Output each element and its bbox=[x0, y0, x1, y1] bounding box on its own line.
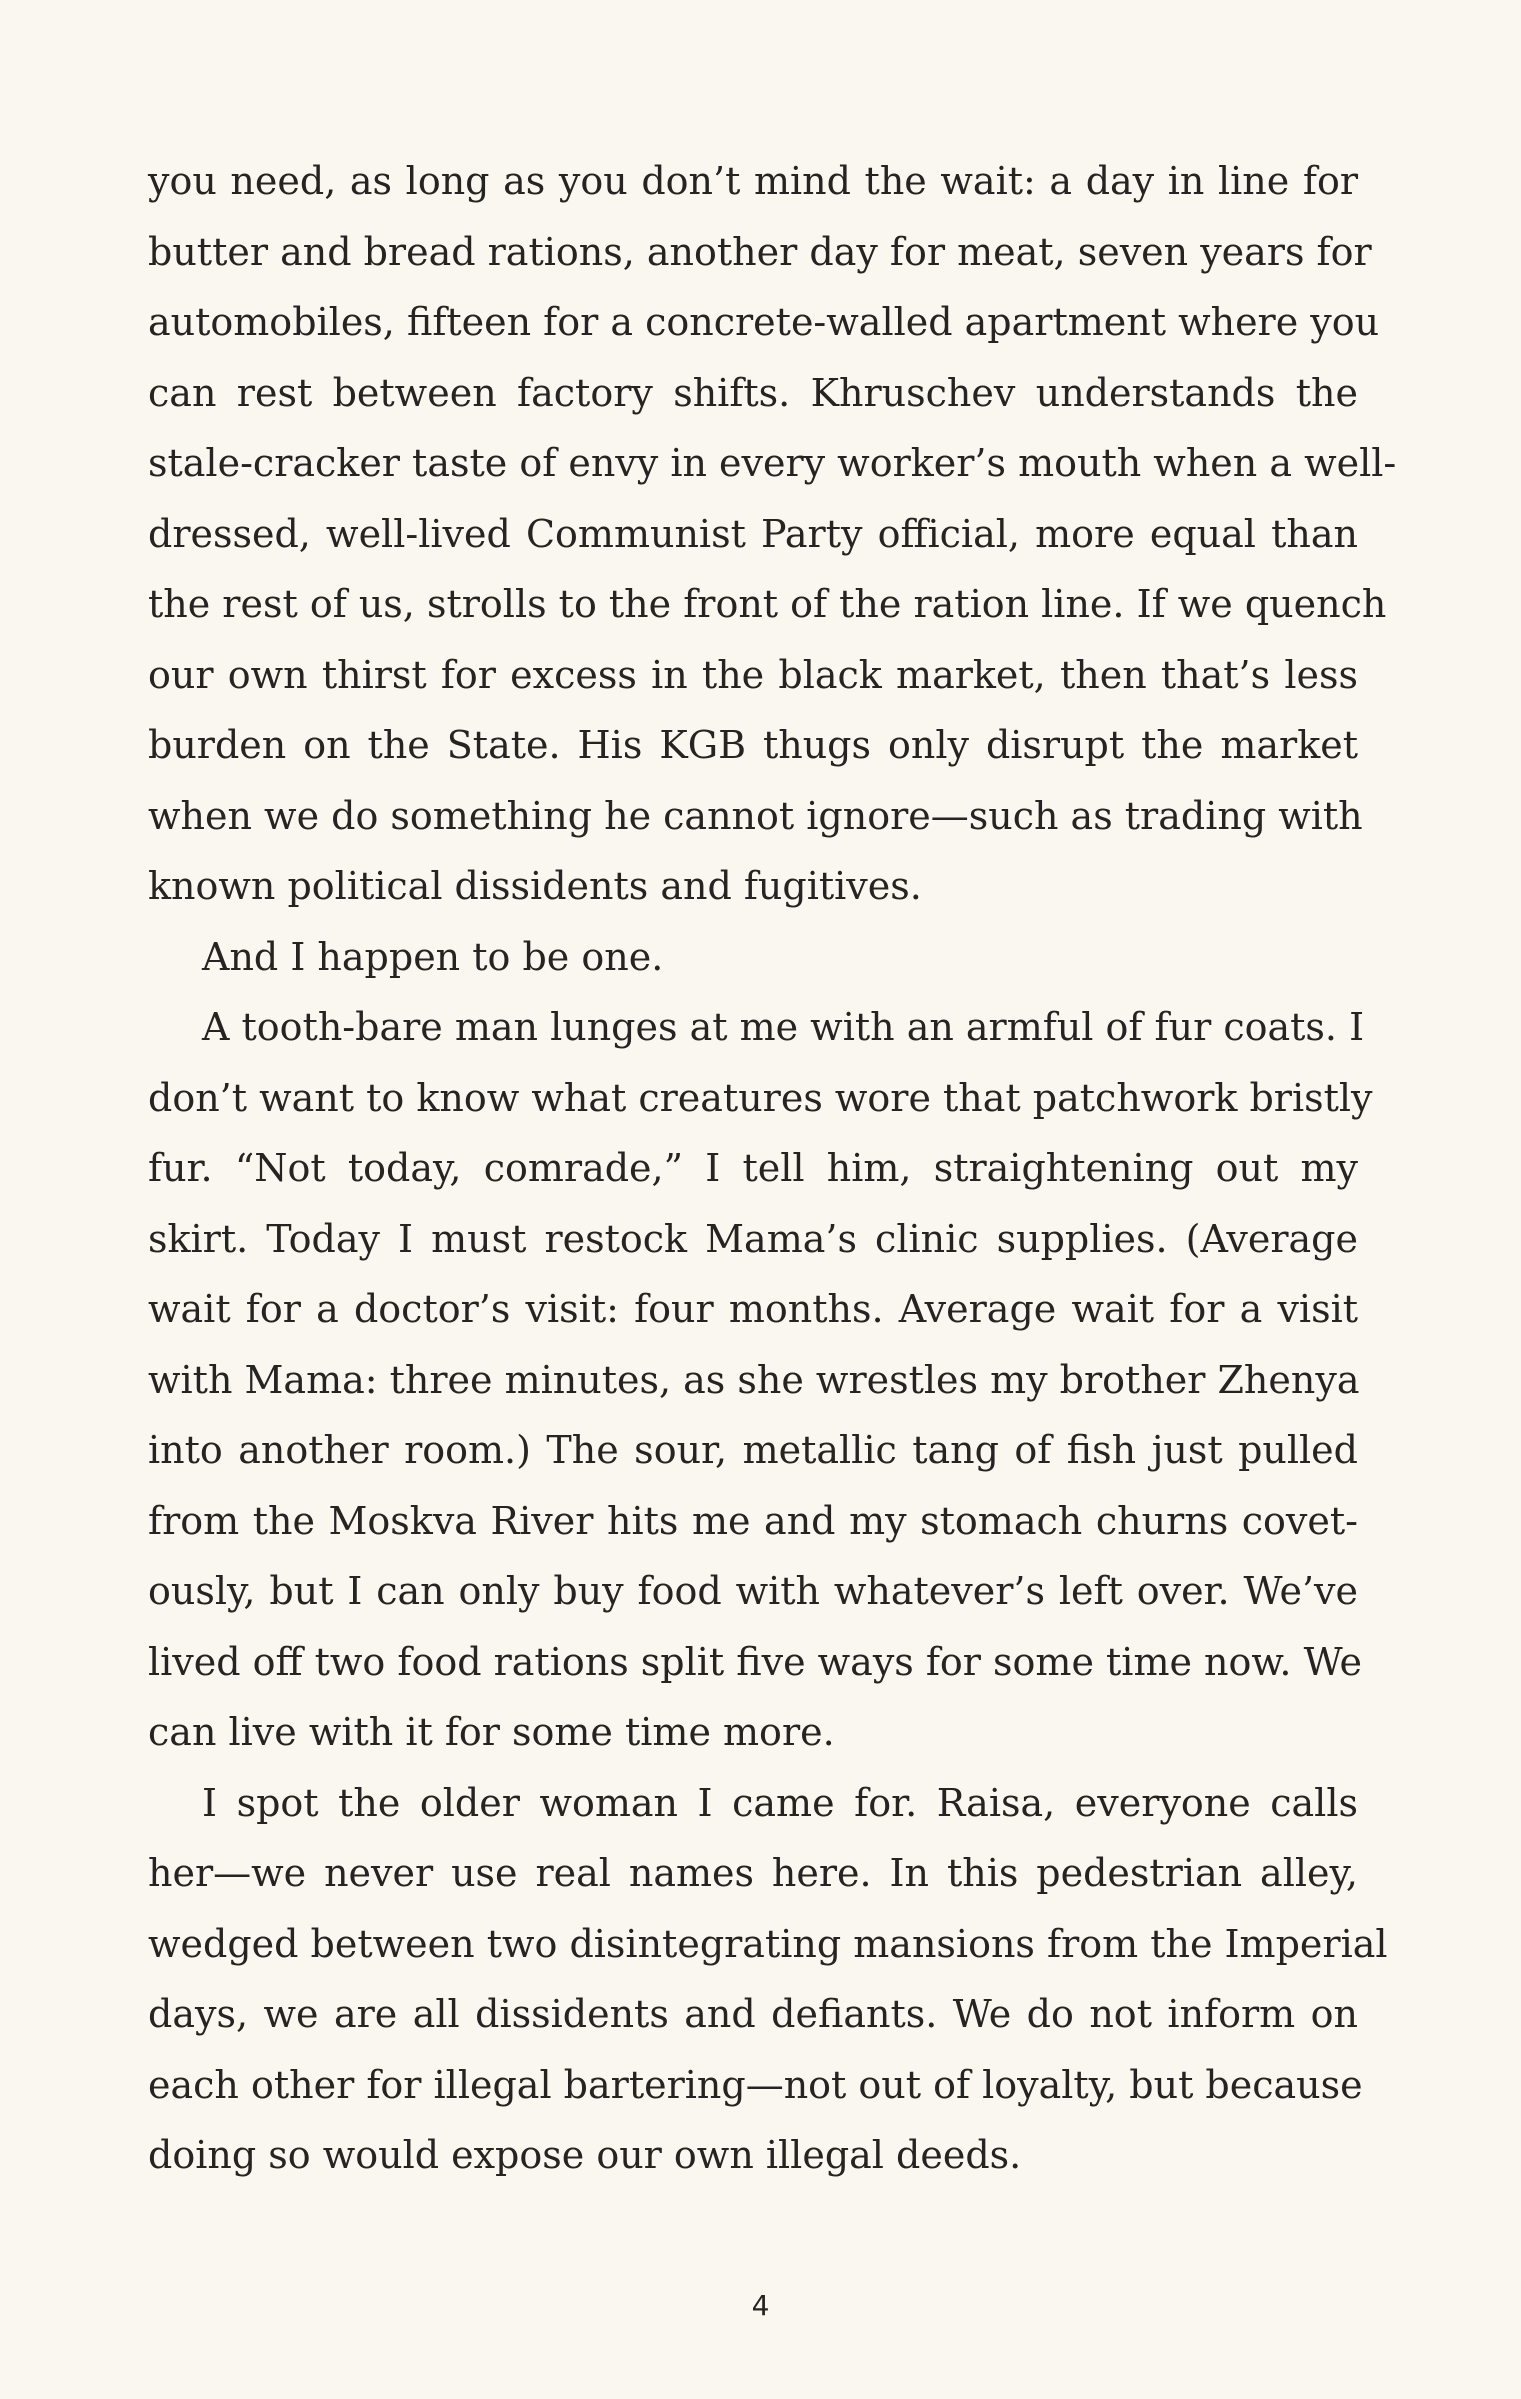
text-line: don’t want to know what creatures wore that patchwork bristly bbox=[148, 1075, 1373, 1120]
text-line: with Mama: three minutes, as she wrestles my brother Zhenya bbox=[148, 1357, 1360, 1402]
text-line: known political dissidents and fugitives. bbox=[148, 864, 922, 908]
text-line: wedged between two disintegrating mansions from the Imperial bbox=[148, 1921, 1388, 1966]
text-line: when we do something he cannot ignore—such as trading with bbox=[148, 793, 1363, 838]
text-line: ously, but I can only buy food with whatever’s left over. We’ve bbox=[148, 1569, 1358, 1613]
paragraph-4 bbox=[148, 1768, 1388, 2191]
text-line: the rest of us, strolls to the front of the ration line. If we quench bbox=[148, 582, 1387, 626]
text-line: days, we are all dissidents and defiants. We do not inform on bbox=[148, 1992, 1358, 2036]
text-line: A tooth-bare man lunges at me with an armful of fur coats. I bbox=[202, 1005, 1365, 1049]
text-line: from the Moskva River hits me and my stomach churns covet- bbox=[148, 1498, 1358, 1543]
text-line: automobiles, fifteen for a concrete-walled apartment where you bbox=[148, 300, 1380, 344]
text-line: you need, as long as you don’t mind the wait: a day in line for bbox=[148, 159, 1358, 203]
text-line: into another room.) The sour, metallic tang of fish just pulled bbox=[148, 1428, 1358, 1472]
body-text bbox=[148, 146, 1397, 2191]
text-line: skirt. Today I must restock Mama’s clinic supplies. (Average bbox=[148, 1216, 1358, 1261]
text-line: lived off two food rations split five ways for some time now. We bbox=[148, 1639, 1363, 1684]
page-number: 4 bbox=[751, 2289, 770, 2322]
text-line: And I happen to be one. bbox=[202, 934, 664, 979]
text-line: butter and bread rations, another day for meat, seven years for bbox=[148, 229, 1372, 274]
text-line: fur. “Not today, comrade,” I tell him, straightening out my bbox=[148, 1146, 1358, 1190]
text-line: her—we never use real names here. In this pedestrian alley, bbox=[148, 1851, 1358, 1895]
text-line: stale-cracker taste of envy in every worker’s mouth when a well- bbox=[148, 441, 1397, 485]
paragraph-1 bbox=[148, 146, 1397, 922]
text-line: can live with it for some time more. bbox=[148, 1710, 835, 1754]
text-line: our own thirst for excess in the black market, then that’s less bbox=[148, 652, 1358, 697]
text-line: can rest between factory shifts. Khruschev understands the bbox=[148, 370, 1358, 415]
text-line: each other for illegal bartering—not out of loyalty, but because bbox=[148, 2062, 1363, 2107]
text-line: wait for a doctor’s visit: four months. Average wait for a visit bbox=[148, 1287, 1358, 1331]
paragraph-2 bbox=[148, 922, 1358, 993]
paragraph-3 bbox=[148, 992, 1373, 1768]
text-line: I spot the older woman I came for. Raisa, everyone calls bbox=[202, 1780, 1358, 1825]
text-line: doing so would expose our own illegal deeds. bbox=[148, 2133, 1022, 2177]
text-line: dressed, well-lived Communist Party official, more equal than bbox=[148, 511, 1358, 556]
text-line: burden on the State. His KGB thugs only disrupt the market bbox=[148, 723, 1358, 767]
